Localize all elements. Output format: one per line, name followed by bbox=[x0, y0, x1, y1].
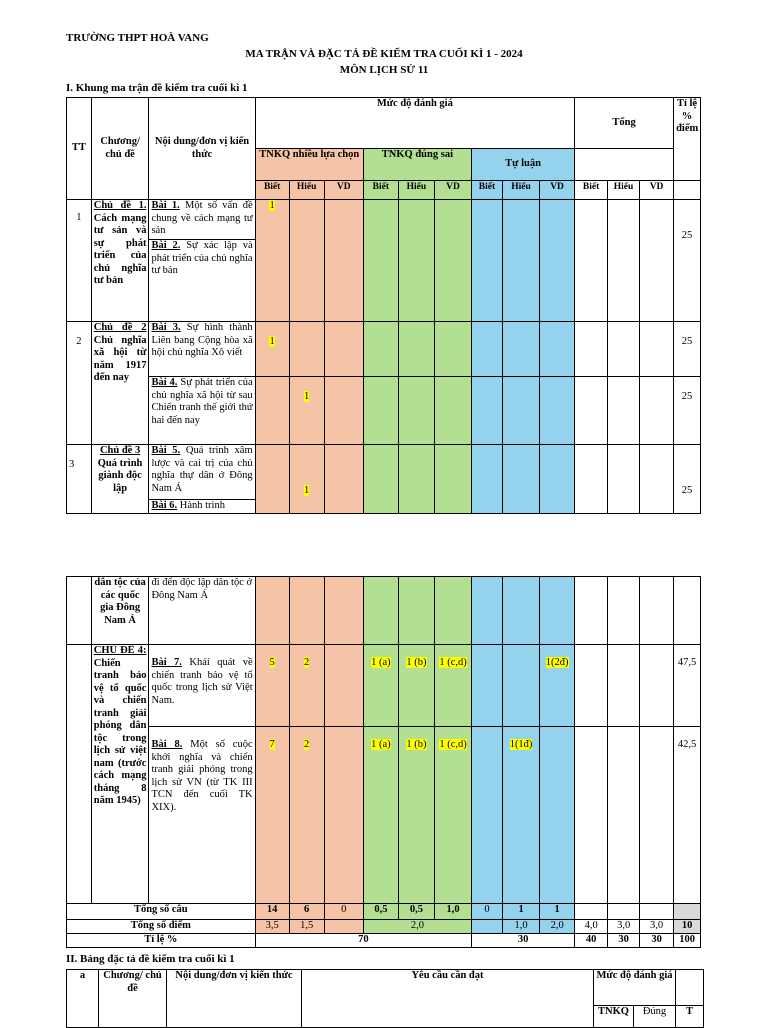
row-4-percent: 25 bbox=[674, 377, 701, 445]
header-tnkq-ds: TNKQ đúng sai bbox=[363, 149, 471, 181]
school-name: TRƯỜNG THPT HOÀ VANG bbox=[66, 32, 209, 44]
spec-table bbox=[66, 969, 704, 1028]
total-cell: 0 bbox=[324, 904, 363, 920]
cell-value: 2 bbox=[304, 657, 310, 668]
header-total: Tổng bbox=[575, 98, 674, 149]
lesson-4: Bài 4. Sự phát triển của chủ nghĩa xã hội từ sau Chiến tranh thế giới thứ hai đến nay bbox=[149, 377, 255, 445]
cell-value: 1 bbox=[304, 485, 310, 496]
cell-value: 2 bbox=[304, 739, 310, 750]
total-cell: 0,5 bbox=[363, 904, 398, 920]
topic-4: CHỦ ĐỀ 4: Chiến tranh bảo vệ tổ quốc và chiến tranh giải phóng dân tộc trong lịch sử việt nam (trước cách mạng tháng 8 năm 1945) bbox=[91, 645, 149, 904]
percent-cell: 100 bbox=[674, 934, 701, 948]
header-level: Mức độ đánh giá bbox=[255, 98, 574, 149]
cell-value: 1 bbox=[269, 336, 275, 347]
header-tt: TT bbox=[67, 98, 92, 200]
percent-cell: 30 bbox=[472, 934, 575, 948]
row-1-percent: 25 bbox=[674, 200, 701, 322]
total-cell: 1 bbox=[503, 904, 540, 920]
percent-label: Tỉ lệ % bbox=[67, 934, 256, 948]
sub-hieu: Hiểu bbox=[398, 181, 434, 200]
cell-value: 1 (c,d) bbox=[439, 657, 467, 668]
spec-header-requirement: Yêu cầu cần đạt bbox=[302, 970, 594, 1028]
cell-value: 1 (b) bbox=[406, 657, 427, 668]
total-cell: 0 bbox=[472, 904, 503, 920]
lesson-8: Bài 8. Một số cuộc khởi nghĩa và chiến tranh giải phóng trong lịch sử VN (từ TK III TCN đến cuối TK XIX). bbox=[149, 727, 255, 904]
spec-header-tnkq: TNKQ bbox=[594, 1006, 634, 1028]
sub-biet: Biết bbox=[472, 181, 503, 200]
lesson-1: Bài 1. Một số vấn đề chung về cách mạng tư sản bbox=[149, 200, 255, 240]
percent-cell: 30 bbox=[608, 934, 640, 948]
total-cell: 14 bbox=[255, 904, 289, 920]
spec-header-a: a bbox=[67, 970, 99, 1028]
sub-vd: VD bbox=[540, 181, 575, 200]
row-7-percent: 47,5 bbox=[674, 645, 701, 727]
cell-value: 1 (a) bbox=[371, 739, 391, 750]
spec-header-content: Nội dung/đơn vị kiến thức bbox=[167, 970, 302, 1028]
sub-vd: VD bbox=[324, 181, 363, 200]
header-content: Nội dung/đơn vị kiến thức bbox=[149, 98, 255, 200]
matrix-table-part1 bbox=[66, 97, 701, 514]
total-score-label: Tổng số điểm bbox=[67, 920, 256, 934]
lesson-2: Bài 2. Sự xác lập và phát triển của chủ nghĩa tư bản bbox=[149, 240, 255, 322]
score-cell: 2,0 bbox=[540, 920, 575, 934]
cell-value: 1 (c,d) bbox=[439, 739, 467, 750]
score-cell: 10 bbox=[674, 920, 701, 934]
row-8-percent: 42,5 bbox=[674, 727, 701, 904]
sub-vd: VD bbox=[640, 181, 674, 200]
row-2-tt: 2 bbox=[67, 322, 92, 445]
lesson-7: Bài 7. Khái quát về chiến tranh bảo vệ tổ quốc trong lịch sử Việt Nam. bbox=[149, 645, 255, 727]
section-2-heading: II. Bảng đặc tả đề kiểm tra cuối kì 1 bbox=[66, 953, 235, 965]
percent-cell: 30 bbox=[640, 934, 674, 948]
lesson-3: Bài 3. Sự hình thành Liên bang Cộng hòa xã hội chủ nghĩa Xô viết bbox=[149, 322, 255, 377]
row-3-tt: 3 bbox=[67, 445, 92, 514]
sub-biet: Biết bbox=[255, 181, 289, 200]
total-cell: 1 bbox=[540, 904, 575, 920]
cell-value: 1(2đ) bbox=[545, 657, 569, 668]
document-title: MA TRẬN VÀ ĐẶC TẢ ĐỀ KIỂM TRA CUỐI KÌ 1 - 2024 bbox=[245, 48, 523, 60]
lesson-6: Bài 6. Hành trình bbox=[149, 500, 255, 514]
score-cell: 4,0 bbox=[575, 920, 608, 934]
score-cell: 3,5 bbox=[255, 920, 289, 934]
spec-header-chapter: Chương/ chủ đề bbox=[99, 970, 167, 1028]
row-1-tt: 1 bbox=[67, 200, 92, 322]
score-cell: 3,0 bbox=[640, 920, 674, 934]
topic-1: Chủ đề 1. Cách mạng tư sản và sự phát triển của chủ nghĩa tư bản bbox=[91, 200, 149, 322]
topic-3-continued: dân tộc của các quốc gia Đông Nam Á bbox=[91, 577, 149, 645]
cell-value: 1 (a) bbox=[371, 657, 391, 668]
cell-value: 7 bbox=[269, 739, 275, 750]
score-cell: 1,0 bbox=[503, 920, 540, 934]
total-questions-label: Tổng số câu bbox=[67, 904, 256, 920]
topic-2: Chủ đề 2 Chủ nghĩa xã hội từ năm 1917 đến nay bbox=[91, 322, 149, 445]
sub-hieu: Hiểu bbox=[289, 181, 324, 200]
sub-biet: Biết bbox=[363, 181, 398, 200]
header-percent: Tỉ lệ % điểm bbox=[674, 98, 701, 181]
spec-header-dung: Đúng bbox=[634, 1006, 676, 1028]
header-essay: Tự luận bbox=[472, 149, 575, 181]
subject-title: MÔN LỊCH SỬ 11 bbox=[339, 64, 429, 76]
cell-value: 1 bbox=[304, 391, 310, 402]
header-chapter: Chương/ chủ đề bbox=[91, 98, 149, 200]
section-1-heading: I. Khung ma trận đề kiểm tra cuối kì 1 bbox=[66, 82, 248, 94]
cell-value: 5 bbox=[269, 657, 275, 668]
percent-cell: 70 bbox=[255, 934, 471, 948]
sub-hieu: Hiểu bbox=[502, 181, 539, 200]
matrix-table-part2 bbox=[66, 576, 701, 948]
row-5-percent: 25 bbox=[674, 445, 701, 514]
lesson-5: Bài 5. Quá trình xâm lược và cai trị của chủ nghĩa thự dân ở Đông Nam Á bbox=[149, 445, 255, 500]
header-tnkq-mc: TNKQ nhiều lựa chọn bbox=[255, 149, 363, 181]
score-cell: 3,0 bbox=[608, 920, 640, 934]
spec-header-t: T bbox=[676, 1006, 704, 1028]
percent-cell: 40 bbox=[575, 934, 608, 948]
lesson-6-continued: đi đến độc lập dân tộc ở Đông Nam Á bbox=[149, 577, 255, 645]
cell-value: 1 bbox=[269, 200, 275, 211]
score-cell: 2,0 bbox=[363, 920, 471, 934]
sub-hieu: Hiểu bbox=[608, 181, 640, 200]
score-cell: 1,5 bbox=[289, 920, 324, 934]
cell-value: 1(1đ) bbox=[509, 739, 533, 750]
sub-vd: VD bbox=[434, 181, 471, 200]
row-3-percent: 25 bbox=[674, 322, 701, 377]
total-cell: 1,0 bbox=[434, 904, 471, 920]
total-cell: 6 bbox=[289, 904, 324, 920]
spec-header-level: Mức độ đánh giá bbox=[594, 970, 676, 1006]
sub-biet: Biết bbox=[575, 181, 608, 200]
topic-3: Chủ đề 3 Quá trình giành độc lập bbox=[91, 445, 149, 514]
cell-value: 1 (b) bbox=[406, 739, 427, 750]
total-cell: 0,5 bbox=[398, 904, 434, 920]
